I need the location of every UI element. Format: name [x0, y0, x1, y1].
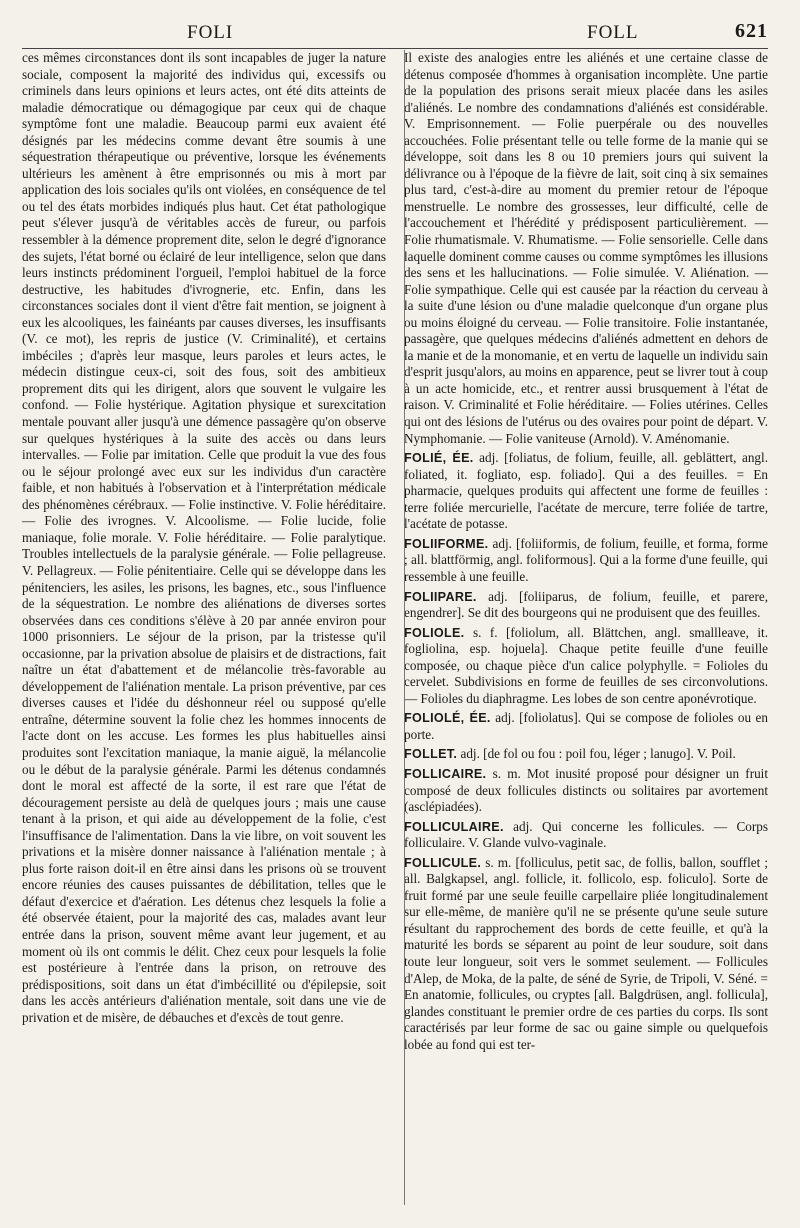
entry-foliole-ee [404, 710, 768, 743]
entry-folliculaire [404, 819, 768, 852]
text-columns [22, 50, 768, 1053]
entry-text: adj. [foliatus, de folium, feuille, all. geblättert, angl. foliated, it. fogliato, esp. foliado]. Qui a des feuilles. = En pharmacie, quelques produits qui affectent une forme de feuilles : terre foliée mercurielle, l'acétate de mercure, terre foliée de tartre, l'acétate de potasse. [404, 450, 768, 532]
left-column [22, 50, 386, 1053]
entry-text: adj. [foliiformis, de folium, feuille, et forma, forme ; all. blattförmig, angl. foliformous]. Qui a la forme d'une feuille, qui ressemble à une feuille. [404, 535, 768, 584]
header-right-word: FOLL [587, 22, 639, 43]
header-rule [22, 48, 768, 49]
entry-text: s. m. Mot inusité proposé pour désigner un fruit composé de deux follicules distincts ou solitaires par avortement (asclépiadées). [404, 765, 769, 815]
entry-text: adj. Qui concerne les follicules. — Corps folliculaire. V. Glande vulvo-vaginale. [404, 818, 769, 851]
headword: FOLIÉ, ÉE. [404, 451, 474, 466]
entry-follicaire [404, 766, 768, 816]
headword: FOLLICULE. [404, 855, 482, 870]
page-number: 621 [735, 20, 768, 42]
column-divider [404, 50, 405, 1205]
headword: FOLLICAIRE. [404, 766, 487, 781]
right-paragraph: Il existe des analogies entre les aliénés et une certaine classe de détenus composée d'hommes à organisation incomplète. Une partie de la population des prisons serait mieux placée dans les asiles d'aliénés. Le nombre des condamnations d'aliénés est considérable. V. Emprisonnement. — Folie puerpérale ou des nouvelles accouchées. Folie présentant telle ou telle forme de la manie qui se développe, soit dans les 8 ou 10 premiers jours qui suivent la délivrance ou à l'époque de la fièvre de lait, soit cinq à six semaines plus tard, c'est-à-dire au moment du premier retour de l'époque menstruelle. Le nombre des grossesses, leur difficulté, celle de l'accouchement et l'hérédité y prédisposent particulièrement. — Folie rhumatismale. V. Rhumatisme. — Folie sensorielle. Celle dans laquelle dominent comme causes ou comme symptômes les illusions des sens et les hallucinations. — Folie simulée. V. Aliénation. — Folie sympathique. Celle qui est causée par la réaction du cerveau à la suite d'une lésion ou d'une maladie quelconque d'un organe plus ou moins éloigné du cerveau. — Folie transitoire. Folie instantanée, passagère, que quelques médecins d'aliénés admettent en dehors de la manie et de la monomanie, et en vertu de laquelle un individu sain d'esprit jusqu'alors, au moins en apparence, peut se livrer tout à coup à un acte homicide, etc., et rentrer aussi brusquement à l'état de raison. V. Criminalité et Folie héréditaire. — Folies utérines. Celles qui ont des lésions de l'utérus ou des ovaires pour point de départ. V. Nymphomanie. — Folie vaniteuse (Arnold). V. Aménomanie. [404, 50, 768, 446]
entry-text: adj. [foliolatus]. Qui se compose de folioles ou en porte. [404, 710, 769, 742]
headword: FOLLICULAIRE. [404, 819, 504, 834]
headword: FOLIOLE. [404, 625, 465, 640]
entry-follicule [404, 855, 768, 1054]
header-left-word: FOLI [187, 22, 234, 43]
headword: FOLIIPARE. [404, 589, 477, 604]
entry-folie [404, 450, 768, 533]
headword: FOLIOLÉ, ÉE. [404, 711, 491, 726]
left-paragraph: ces mêmes circonstances dont ils sont incapables de juger la nature sociale, composent la majorité des individus qui, excessifs ou criminels dans leurs opinions et leurs actes, ont été dits atteints de maladie démocratique ou démagogique par ceux qui de chaque symptôme font une maladie. Beaucoup parmi eux avaient été désignés par les médecins comme devant être soumis à une séquestration thérapeutique ou préventive, lorsque les événements ultérieurs les amènent à être emprisonnés ou mis à mort par application des lois sociales qu'ils ont violées, en conséquence de tel ou tel des états morbides indiqués plus haut. Cet état pathologique peut s'élever jusqu'à de véritables accès de fureur, ou parfois ressembler à la démence proprement dite, selon le degré d'ignorance des sujets, l'état borné ou éclairé de leur intelligence, selon que dans leurs instincts prédominent l'orgueil, l'emploi habituel de la force destructive, les habitudes d'ivrognerie, etc. Enfin, dans les circonstances sociales dont il vient d'être fait mention, se joignent à eux les alcooliques, les fainéants par causes diverses, les insuffisants (V. ce mot), les repris de justice (V. Criminalité), et certains imbéciles ; d'après leur masque, leurs paroles et leurs actes, le médecin distingue ceux-ci, soit des fous, soit des ambitieux proprement dits qui les dirigent, alors que souvent le vulgaire les confond. — Folie hystérique. Agitation physique et surexcitation mentale pouvant aller jusqu'à une démence passagère qu'on observe sur quelques hystériques à la suite des accès ou dans leurs intervalles. — Folie par imitation. Celle que produit la vue des fous ou le séjour prolongé avec eux sur les individus d'un caractère faible, et non habitués à l'observation et à l'interprétation médicale des phénomènes cérébraux. — Folie instinctive. V. Folie héréditaire. — Folie des ivrognes. V. Alcoolisme. — Folie lucide, folie maniaque, folie morale. V. Folie héréditaire. — Folie paralytique. Troubles intellectuels de la paralysie générale. — Folie pellagreuse. V. Pellagreux. — Folie pénitentiaire. Celle qui se développe dans les pénitenciers, les asiles, les prisons, les bagnes, etc., sous l'influence de la séquestration. Le nombre des aliénations de diverses sortes observées dans ces conditions s'élève à 20 par année environ pour 1000 prisonniers. Le séjour de la prison, par la tristesse qu'il occasionne, par la privation absolue de plaisirs et de distractions, fait naître un état d'abattement et de mélancolie très-favorable au développement de l'aliénation mentale. La prison préventive, par ces diverses causes et l'idée du déshonneur réel ou supposé qu'elle entraîne, détermine souvent la folie chez les hommes innocents de l'acte dont on les accuse. Les formes les plus habituelles ainsi produites sont l'excitation maniaque, la manie aiguë, la mélancolie ou le début de la paralysie générale. Parmi les détenus condamnés dont le moral est affecté de la sorte, il est rare que l'état de découragement persiste au delà de quelques jours ; mais une cause tenant à la prison, et qui aide au développement de la folie, c'est l'insuffisance de l'alimentation. Dans la vie libre, on voit souvent les privations et la misère donner naissance à l'aliénation mentale ; à plus forte raison doit-il en être ainsi dans les prisons où se trouvent encore réunies des causes puissantes de débilitation, telles que le défaut d'exercice et d'aération. Les détenus chez lesquels la folie a été observée étaient, pour la majorité des cas, malades avant leur entrée dans la prison, souvent même avant leur jugement, et au moment où ils ont commis le délit. Chez ceux pour lesquels la folie est postérieure à l'entrée dans la prison, on retrouve des prédispositions, soit dans un état d'imbécillité ou d'épilepsie, soit dans les accès antérieurs d'aliénation mentale, soit dans une vie de privation et de misère, de débauches et d'excès de tout genre. [22, 50, 386, 1025]
entry-text: s. m. [folliculus, petit sac, de follis, ballon, soufflet ; all. Balgkapsel, angl. follicle, it. follicolo, esp. foliculo]. Sorte de fruit formé par une seule feuille carpellaire pliée longitudinalement sur elle-même, de manière qu'il ne se présente qu'une seule suture résultant du rapprochement des bords de cette feuille, et qu'à la maturité les bords se séparent au point de leur soudure, soit dans toute leur longueur, soit vers le sommet seulement. — Follicules d'Alep, de Moka, de la palte, de séné de Syrie, de Tripoli, V. Séné. = En anatomie, follicules, ou cryptes [all. Balgdrüsen, angl. follicula], glandes constituant le premier ordre de ces parties du corps. Ils sont caractérisés par leur forme de sac ou gaine simple ou quelquefois lobée au fond qui est ter- [404, 854, 769, 1052]
entry-foliiforme [404, 536, 768, 586]
entry-foliole [404, 625, 768, 708]
right-column [404, 50, 768, 1053]
entry-text: adj. [de fol ou fou : poil fou, léger ; lanugo]. V. Poil. [460, 746, 736, 762]
entry-follet [404, 746, 768, 763]
entry-foliipare [404, 589, 768, 622]
running-header [22, 18, 768, 48]
headword: FOLLET. [404, 747, 458, 762]
entry-text: s. f. [foliolum, all. Blättchen, angl. smallleave, it. fogliolina, esp. hojuela]. Chaque petite feuille d'une feuille composée, ou chaque pièce d'un calice polyphylle. = Folioles du cervelet. Subdivisions en forme de feuilles de ses circonvolutions. — Folioles du diaphragme. Les lobes de son centre aponévrotique. [404, 624, 768, 706]
entry-text: adj. [foliiparus, de folium, feuille, et parere, engendrer]. Se dit des bourgeons qui ne produisent que des feuilles. [404, 588, 769, 621]
headword: FOLIIFORME. [404, 536, 489, 551]
